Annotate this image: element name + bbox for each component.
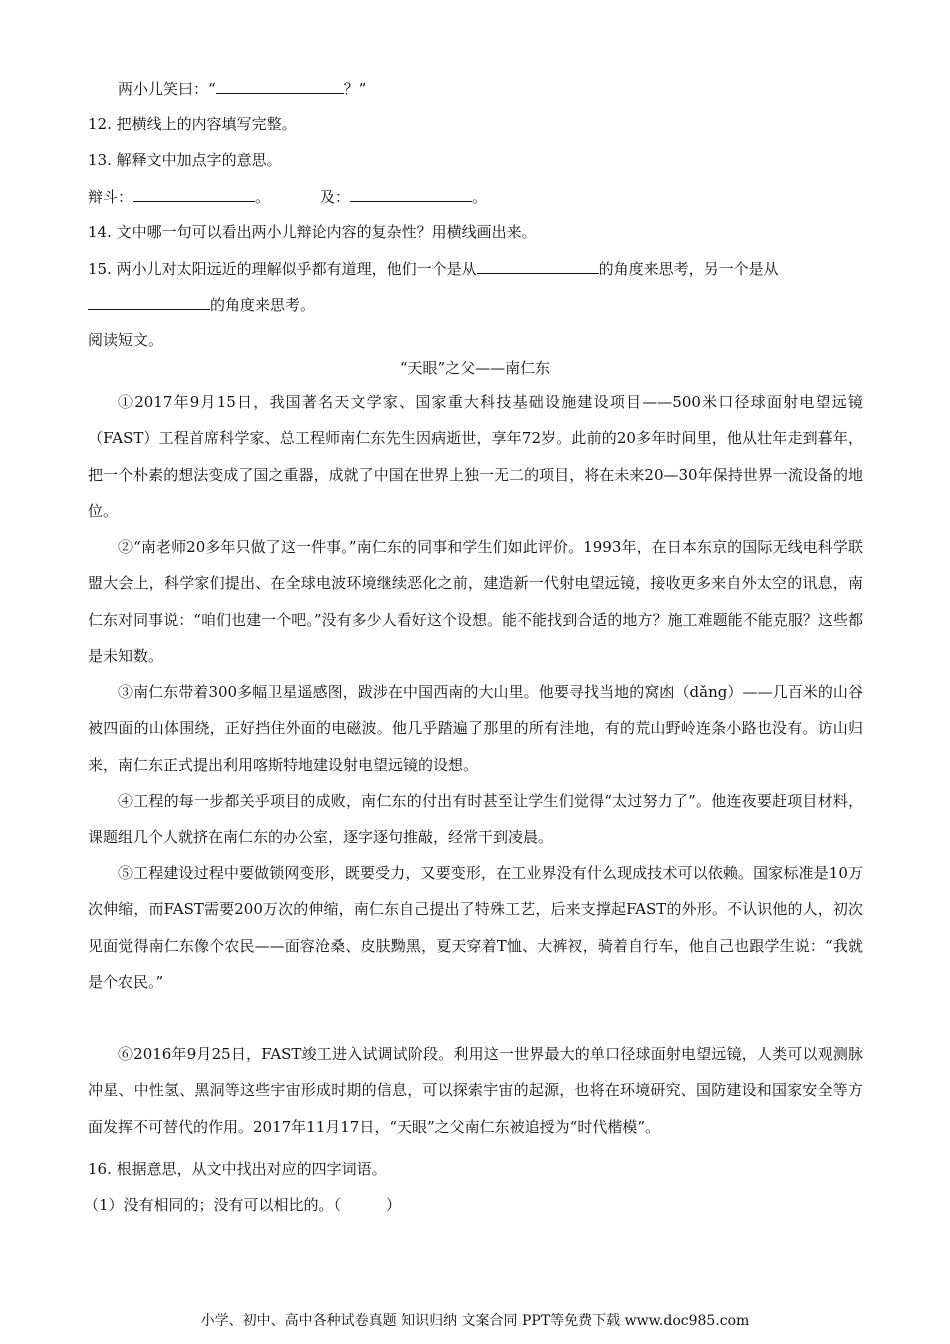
question-13-blanks: [88, 186, 487, 207]
quote-prefix: 两小儿笑曰：“: [118, 80, 216, 98]
question-15-line2: [88, 294, 315, 315]
article-title: “天眼”之父——南仁东: [399, 359, 551, 377]
q15-part1: 15. 两小儿对太阳远近的理解似乎都有道理，他们一个是从: [88, 260, 477, 278]
quote-fill-line: [118, 78, 366, 99]
answer-blank-quote[interactable]: [216, 78, 344, 94]
reading-intro: 阅读短文。: [88, 331, 164, 349]
article-paragraph-4: ④工程的每一步都关乎项目的成败，南仁东的付出有时甚至让学生们觉得“太过努力了”。他连夜要赶项目材料，课题组几个人就挤在南仁东的办公室，逐字逐句推敲，经常干到凌晨。: [88, 792, 863, 847]
question-14: 14. 文中哪一句可以看出两小儿辩论内容的复杂性？用横线画出来。: [88, 223, 537, 241]
period-2: 。: [472, 188, 488, 206]
article-paragraph-6: ⑥2016年9月25日，FAST竣工进入试调试阶段。利用这一世界最大的单口径球面射电望远镜，人类可以观测脉冲星、中性氢、黑洞等这些宇宙形成时期的信息，可以探索宇宙的起源，也将在环境研究、国防建设和国家安全等方面发挥不可替代的作用。2017年11月17日，“天眼”之父南仁东被追授为“时代楷模”。: [88, 1045, 863, 1136]
period-1: 。: [255, 188, 271, 206]
footer-banner: 小学、初中、高中各种试卷真题 知识归纳 文案合同 PPT等免费下载 www.doc985.com: [200, 1313, 750, 1329]
question-12: 12. 把横线上的内容填写完整。: [88, 115, 297, 133]
answer-blank-q15-b[interactable]: [88, 294, 210, 310]
question-16: 16. 根据意思，从文中找出对应的四字词语。: [88, 1160, 387, 1178]
term-ji: 及：: [320, 188, 351, 206]
answer-blank-q15-a[interactable]: [477, 258, 599, 274]
answer-blank-bian-dou[interactable]: [133, 186, 255, 202]
article-paragraph-1: ①2017年9月15日，我国著名天文学家、国家重大科技基础设施建设项目——500米口径球面射电望远镜（FAST）工程首席科学家、总工程师南仁东先生因病逝世，享年72岁。此前的20多年时间里，他从壮年走到暮年，把一个朴素的想法变成了国之重器，成就了中国在世界上独一无二的项目，将在未来20—30年保持世界一流设备的地位。: [88, 393, 863, 520]
quote-suffix: ？”: [343, 80, 367, 98]
term-bian-dou: 辩斗：: [88, 188, 134, 206]
article-paragraph-5: ⑤工程建设过程中要做锁网变形，既要受力，又要变形，在工业界没有什么现成技术可以依赖。国家标准是10万次伸缩，而FAST需要200万次的伸缩，南仁东自己提出了特殊工艺，后来支撑起FAST的外形。不认识他的人，初次见面觉得南仁东像个农民——面容沧桑、皮肤黝黑，夏天穿着T恤、大裤衩，骑着自行车，他自己也跟学生说：“我就是个农民。”: [88, 864, 863, 991]
article-paragraph-2: ②“南老师20多年只做了这一件事。”南仁东的同事和学生们如此评价。1993年，在日本东京的国际无线电科学联盟大会上，科学家们提出、在全球电波环境继续恶化之前，建造新一代射电望远镜，接收更多来自外太空的讯息，南仁东对同事说：“咱们也建一个吧。”没有多少人看好这个设想。能不能找到合适的地方？施工难题能不能克服？这些都是未知数。: [88, 538, 863, 665]
question-16-1: （1）没有相同的；没有可以相比的。（ ）: [84, 1196, 402, 1214]
question-13: 13. 解释文中加点字的意思。: [88, 151, 282, 169]
article-paragraph-3: ③南仁东带着300多幅卫星遥感图，跋涉在中国西南的大山里。他要寻找当地的窝凼（dǎng）——几百米的山谷被四面的山体围绕，正好挡住外面的电磁波。他几乎踏遍了那里的所有洼地，有的荒山野岭连条小路也没有。访山归来，南仁东正式提出利用喀斯特地建设射电望远镜的设想。: [88, 683, 863, 774]
q15-part2: 的角度来思考，另一个是从: [598, 260, 779, 278]
q15-part3: 的角度来思考。: [210, 296, 316, 314]
question-15-line1: [88, 258, 779, 279]
answer-blank-ji[interactable]: [350, 186, 472, 202]
